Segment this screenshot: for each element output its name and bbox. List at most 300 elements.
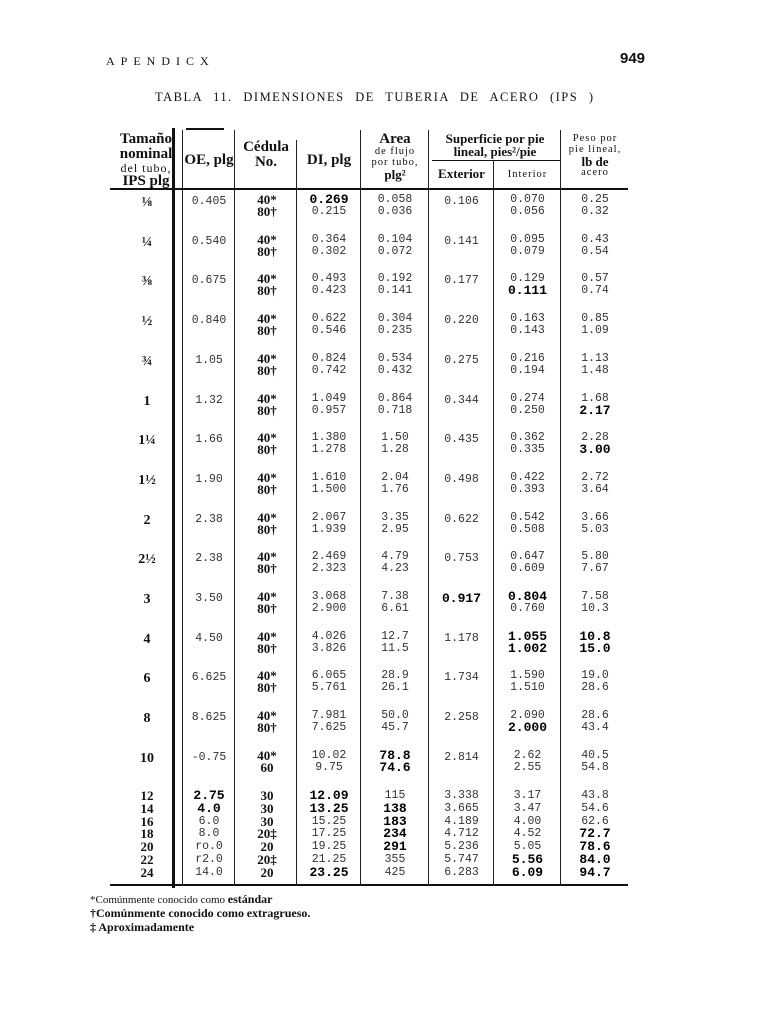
- cell-int: [495, 670, 560, 694]
- cell-value: 4.0: [197, 800, 221, 816]
- cell-ext: [430, 315, 493, 327]
- cell-ext: [430, 434, 493, 446]
- cell-value: 0.129: [510, 272, 545, 286]
- cell-value: 80†: [257, 601, 277, 616]
- cell-value: 0.405: [191, 195, 227, 208]
- cell-value: 0.072: [377, 244, 413, 258]
- cell-peso: [562, 393, 628, 417]
- cell-int: [495, 591, 560, 615]
- footnote-extra: †Comúnmente conocido como extragrueso.: [90, 906, 311, 920]
- cell-value: 50.0: [381, 709, 409, 723]
- cell-value: 43.4: [581, 721, 609, 735]
- bottom-rule: [110, 884, 628, 886]
- cell-value: 40*: [257, 311, 277, 327]
- cell-value: 15.25: [311, 814, 347, 828]
- cell-ext: [430, 236, 493, 248]
- cell-od: [184, 395, 234, 407]
- cell-value: 1.90: [195, 472, 223, 486]
- cell-id: [298, 710, 360, 734]
- cell-int: [495, 710, 560, 734]
- cell-value: 22: [140, 851, 154, 867]
- cell-value: 40*: [257, 430, 277, 446]
- cell-value: 2.95: [381, 522, 409, 536]
- cell-ced: [238, 670, 296, 694]
- cell-id: [298, 313, 360, 337]
- cell-value: 7.625: [311, 721, 347, 735]
- cell-value: 40*: [257, 469, 277, 485]
- cell-value: ¾: [141, 353, 153, 369]
- cell-value: 28.6: [581, 709, 609, 723]
- cell-value: 6: [143, 671, 151, 687]
- cell-value: 6.283: [444, 865, 479, 879]
- cell-value: 7.981: [311, 709, 347, 723]
- cell-ced: [238, 790, 296, 880]
- cell-ced: [238, 509, 296, 537]
- cell-value: 0.104: [377, 232, 413, 246]
- cell-value: 15.0: [579, 640, 611, 656]
- footnote-approx: ‡ Aproximadamente: [90, 920, 195, 934]
- cell-ced: [238, 710, 296, 734]
- cell-peso: [562, 790, 628, 880]
- cell-value: 2.000: [507, 720, 547, 736]
- cell-ced: [238, 350, 296, 378]
- cell-peso: [562, 472, 628, 496]
- cell-value: 6.0: [198, 814, 220, 828]
- cell-size: [112, 514, 182, 528]
- cell-value: 4.23: [381, 562, 409, 576]
- cell-value: 0.742: [311, 363, 347, 377]
- cell-value: 40*: [257, 350, 277, 366]
- cell-value: 13.25: [309, 800, 349, 816]
- cell-value: 80†: [257, 204, 277, 219]
- cell-value: 5.56: [511, 851, 544, 867]
- cell-value: 54.8: [581, 760, 609, 774]
- cell-area: [362, 591, 428, 615]
- cell-value: 5.80: [581, 550, 609, 564]
- cell-value: 4: [143, 631, 151, 647]
- cell-value: 0.804: [507, 589, 547, 604]
- cell-int: [495, 790, 560, 880]
- cell-value: -0.75: [191, 750, 227, 764]
- cell-value: 40*: [257, 509, 277, 525]
- cell-ext: [430, 633, 493, 645]
- cell-value: 2.469: [311, 550, 347, 564]
- cell-value: 0.056: [510, 205, 545, 218]
- cell-value: 10: [140, 750, 154, 766]
- col-divider: [493, 160, 494, 886]
- cell-od: [184, 474, 234, 486]
- cell-value: 0.54: [581, 244, 609, 258]
- cell-value: 0.622: [444, 512, 479, 526]
- cell-value: 0.220: [444, 314, 479, 328]
- cell-value: 0.177: [444, 274, 479, 288]
- cell-value: 1.939: [311, 522, 347, 536]
- cell-value: 0.508: [510, 522, 545, 536]
- cell-peso: [562, 670, 628, 694]
- cell-id: [298, 631, 360, 655]
- cell-value: 4.189: [444, 814, 479, 828]
- cell-ext: [430, 712, 493, 724]
- cell-value: 2.814: [444, 750, 479, 764]
- cell-peso: [562, 273, 628, 297]
- cell-size: [112, 275, 182, 289]
- cell-value: 0.216: [510, 351, 545, 365]
- cell-value: 7.58: [581, 590, 609, 603]
- cell-value: 21.25: [311, 852, 347, 866]
- cell-value: 17.25: [311, 827, 347, 841]
- cell-area: [362, 273, 428, 297]
- cell-ext: [430, 355, 493, 367]
- cell-value: 23.25: [309, 864, 349, 880]
- cell-value: 6.065: [311, 669, 347, 683]
- cell-value: 0.304: [377, 312, 413, 326]
- cell-value: 7.38: [381, 590, 409, 603]
- cell-ced: [238, 591, 296, 615]
- cell-value: 30: [260, 800, 274, 816]
- cell-id: [298, 234, 360, 258]
- cell-area: [362, 432, 428, 456]
- cell-value: 1.510: [510, 681, 545, 695]
- cell-value: 8.0: [198, 827, 220, 841]
- cell-ced: [238, 273, 296, 297]
- superficie-underline: [432, 160, 560, 161]
- cell-value: 1.178: [444, 631, 479, 645]
- cell-value: 10.02: [311, 748, 347, 762]
- cell-area: [362, 747, 428, 775]
- cell-value: 0.111: [507, 283, 547, 299]
- footnote-standard: *Comúnmente conocido como estándar: [90, 892, 273, 906]
- header-exterior: Exterior: [438, 166, 485, 181]
- cell-value: 9.75: [315, 760, 343, 774]
- page-header-left: APENDICX: [106, 54, 215, 68]
- cell-value: 20‡: [257, 826, 277, 842]
- cell-ced: [238, 628, 296, 656]
- cell-value: 0.753: [444, 552, 479, 566]
- cell-area: [362, 313, 428, 337]
- col-divider: [360, 130, 361, 886]
- cell-peso: [562, 750, 628, 774]
- cell-value: 0.57: [581, 272, 609, 286]
- cell-value: 12.09: [309, 788, 349, 803]
- cell-value: 4.00: [513, 814, 542, 828]
- cell-value: 24: [140, 864, 154, 880]
- cell-value: 80†: [257, 481, 277, 497]
- cell-value: 40*: [257, 231, 277, 247]
- cell-value: 30: [260, 788, 274, 803]
- cell-value: 2.258: [444, 711, 479, 725]
- col-divider: [428, 130, 429, 886]
- cell-value: 1.28: [381, 443, 409, 457]
- cell-value: 74.6: [379, 759, 411, 775]
- cell-value: 26.1: [381, 681, 409, 695]
- cell-value: 5.236: [444, 840, 479, 854]
- cell-int: [495, 194, 560, 218]
- cell-ext: [430, 553, 493, 565]
- cell-od: [184, 514, 234, 526]
- header-superficie: Superficie por pie lineal, pies²/pie: [445, 131, 545, 159]
- cell-value: 4.026: [311, 629, 347, 643]
- cell-peso: [562, 710, 628, 734]
- cell-value: 183: [383, 813, 407, 829]
- cell-value: 20‡: [257, 851, 277, 867]
- cell-value: 40*: [257, 271, 277, 287]
- cell-value: 0.647: [510, 550, 545, 564]
- cell-value: 0.422: [510, 470, 545, 484]
- cell-value: 3.338: [444, 789, 479, 802]
- cell-value: 2.28: [581, 431, 609, 445]
- cell-ced: [238, 747, 296, 775]
- cell-value: 0.302: [311, 244, 347, 258]
- cell-id: [298, 551, 360, 575]
- cell-value: 0.957: [311, 403, 347, 417]
- cell-area: [362, 710, 428, 734]
- cell-value: 11.5: [381, 641, 409, 655]
- cell-value: 0.493: [311, 272, 347, 286]
- cell-value: 3.50: [195, 592, 223, 605]
- cell-value: 80†: [257, 362, 277, 378]
- col-divider: [182, 130, 183, 886]
- cell-value: 0.718: [377, 403, 413, 417]
- cell-value: 16: [140, 813, 154, 829]
- cell-value: 2.38: [195, 552, 223, 566]
- cell-value: 291: [383, 839, 407, 855]
- cell-id: [298, 512, 360, 536]
- cell-value: 80†: [257, 640, 277, 656]
- header-id: DI, plg: [306, 152, 352, 168]
- cell-value: 40.5: [581, 748, 609, 762]
- cell-value: 1.76: [381, 482, 409, 496]
- cell-int: [495, 750, 560, 774]
- cell-value: 0.840: [191, 314, 227, 328]
- cell-value: 3.068: [311, 590, 347, 603]
- cell-peso: [562, 551, 628, 575]
- cell-value: 0.335: [510, 443, 545, 457]
- cell-int: [495, 273, 560, 297]
- cell-peso: [562, 628, 628, 656]
- cell-value: 0.215: [311, 205, 347, 218]
- cell-value: 1.380: [311, 431, 347, 445]
- cell-od: [184, 790, 234, 880]
- cell-value: 40*: [257, 549, 277, 565]
- header-interior: Interior: [507, 169, 548, 180]
- cell-value: 0.498: [444, 472, 479, 486]
- cell-value: 6.625: [191, 671, 227, 685]
- cell-value: 1½: [138, 472, 156, 488]
- header-peso: Peso por pie lineal, lb de acero: [568, 133, 622, 178]
- cell-size: [112, 712, 182, 726]
- cell-value: 0.141: [377, 284, 413, 298]
- cell-value: 0.250: [510, 403, 545, 417]
- cell-value: 14: [140, 800, 154, 816]
- cell-id: [298, 591, 360, 615]
- cell-value: 30: [260, 813, 274, 829]
- cell-value: 0.32: [581, 205, 609, 218]
- cell-value: 3.00: [579, 442, 611, 458]
- cell-id: [298, 790, 360, 880]
- cell-ext: [430, 593, 493, 605]
- cell-value: 60: [260, 759, 274, 775]
- cell-value: 0.163: [510, 312, 545, 326]
- cell-value: 10.8: [579, 628, 611, 644]
- cell-value: 115: [384, 789, 406, 802]
- cell-area: [362, 234, 428, 258]
- cell-value: 2½: [138, 552, 156, 568]
- cell-value: 1.055: [507, 628, 547, 644]
- cell-value: 4.50: [195, 631, 223, 645]
- cell-value: 1: [143, 393, 151, 409]
- cell-peso: [562, 353, 628, 377]
- cell-value: 80†: [257, 402, 277, 418]
- cell-value: 1¼: [138, 433, 156, 449]
- col-divider: [296, 140, 297, 886]
- cell-peso: [562, 194, 628, 218]
- cell-ext: [430, 514, 493, 526]
- cell-size: [112, 355, 182, 369]
- cell-value: 0.274: [510, 391, 545, 405]
- cell-value: 40*: [257, 589, 277, 604]
- cell-value: 0.106: [444, 195, 479, 208]
- cell-value: 80†: [257, 521, 277, 537]
- cell-value: 0.917: [441, 591, 481, 606]
- cell-value: 1.049: [311, 391, 347, 405]
- cell-value: 1.278: [311, 443, 347, 457]
- cell-od: [184, 236, 234, 248]
- cell-ext: [430, 790, 493, 880]
- cell-value: 3.35: [381, 510, 409, 524]
- cell-value: 14.0: [195, 865, 223, 879]
- cell-id: [298, 432, 360, 456]
- cell-value: 19.25: [311, 840, 347, 854]
- cell-value: 80†: [257, 283, 277, 299]
- cell-value: 80†: [257, 323, 277, 339]
- cell-ext: [430, 275, 493, 287]
- header-rule: [110, 188, 628, 190]
- cell-ext: [430, 395, 493, 407]
- cell-value: 4.712: [444, 827, 479, 841]
- cell-area: [362, 790, 428, 880]
- cell-id: [298, 194, 360, 218]
- cell-value: 0.036: [377, 205, 413, 218]
- cell-value: 12.7: [381, 629, 409, 643]
- cell-id: [298, 393, 360, 417]
- cell-size: [112, 553, 182, 567]
- cell-value: 78.8: [379, 747, 411, 763]
- cell-value: 12: [140, 788, 154, 803]
- cell-value: 0.609: [510, 562, 545, 576]
- cell-value: 0.435: [444, 433, 479, 447]
- cell-value: 2.62: [513, 748, 542, 762]
- cell-int: [495, 432, 560, 456]
- header-cedula: Cédula No.: [243, 139, 289, 170]
- cell-value: 1.32: [195, 393, 223, 407]
- top-rule: [186, 128, 224, 130]
- cell-value: 0.070: [510, 193, 545, 206]
- cell-size: [112, 752, 182, 766]
- cell-ced: [238, 469, 296, 497]
- cell-peso: [562, 432, 628, 456]
- cell-id: [298, 273, 360, 297]
- cell-value: 20: [260, 839, 274, 855]
- cell-value: 5.05: [513, 840, 542, 854]
- cell-id: [298, 670, 360, 694]
- page-number: 949: [620, 50, 646, 67]
- cell-value: 0.540: [191, 234, 227, 248]
- cell-int: [495, 313, 560, 337]
- cell-ced: [238, 313, 296, 337]
- cell-ext: [430, 196, 493, 208]
- cell-value: 0.275: [444, 353, 479, 367]
- cell-od: [184, 712, 234, 724]
- cell-value: 0.824: [311, 351, 347, 365]
- cell-value: 0.095: [510, 232, 545, 246]
- cell-size: [112, 672, 182, 686]
- cell-value: 2.900: [311, 602, 347, 615]
- cell-od: [184, 315, 234, 327]
- cell-area: [362, 512, 428, 536]
- cell-od: [184, 434, 234, 446]
- cell-value: 0.192: [377, 272, 413, 286]
- cell-value: 7.67: [581, 562, 609, 576]
- cell-value: 0.542: [510, 510, 545, 524]
- table-title: TABLA 11. DIMENSIONES DE TUBERIA DE ACERO (IPS ): [155, 90, 595, 104]
- cell-value: 28.6: [581, 681, 609, 695]
- cell-value: 6.09: [511, 864, 544, 880]
- cell-peso: [562, 234, 628, 258]
- cell-ext: [430, 752, 493, 764]
- cell-value: 0.141: [444, 234, 479, 248]
- cell-value: 18: [140, 826, 154, 842]
- cell-int: [495, 472, 560, 496]
- header-area: Area de flujo por tubo, plg²: [371, 131, 419, 182]
- cell-value: 138: [383, 800, 407, 816]
- cell-value: 0.079: [510, 244, 545, 258]
- cell-value: 2.17: [579, 402, 611, 418]
- cell-value: 0.058: [377, 193, 413, 206]
- cell-value: 20: [260, 864, 274, 880]
- cell-value: 40*: [257, 628, 277, 644]
- cell-value: 3.47: [513, 801, 542, 815]
- cell-value: 1.500: [311, 482, 347, 496]
- cell-int: [495, 628, 560, 656]
- cell-value: 2.090: [510, 709, 545, 723]
- cell-value: 3.66: [581, 510, 609, 524]
- cell-value: 1.05: [195, 353, 223, 367]
- cell-od: [184, 275, 234, 287]
- cell-value: 72.7: [579, 826, 611, 842]
- cell-value: 28.9: [381, 669, 409, 683]
- cell-ced: [238, 432, 296, 456]
- cell-size: [112, 474, 182, 488]
- cell-area: [362, 472, 428, 496]
- col-divider: [234, 130, 235, 886]
- cell-value: 2.55: [513, 760, 542, 774]
- cell-value: ⅛: [141, 195, 153, 210]
- cell-value: 0.864: [377, 391, 413, 405]
- cell-value: 3.665: [444, 801, 479, 815]
- cell-value: 0.143: [510, 324, 545, 338]
- cell-value: 2: [143, 512, 151, 528]
- cell-value: 19.0: [581, 669, 609, 683]
- cell-value: 54.6: [581, 801, 609, 815]
- cell-value: 80†: [257, 243, 277, 259]
- cell-value: 3: [143, 592, 151, 607]
- cell-value: 80†: [257, 720, 277, 736]
- cell-value: 4.79: [381, 550, 409, 564]
- cell-int: [495, 393, 560, 417]
- cell-size: [112, 315, 182, 329]
- cell-value: 2.75: [193, 788, 225, 803]
- cell-value: 6.61: [381, 602, 409, 615]
